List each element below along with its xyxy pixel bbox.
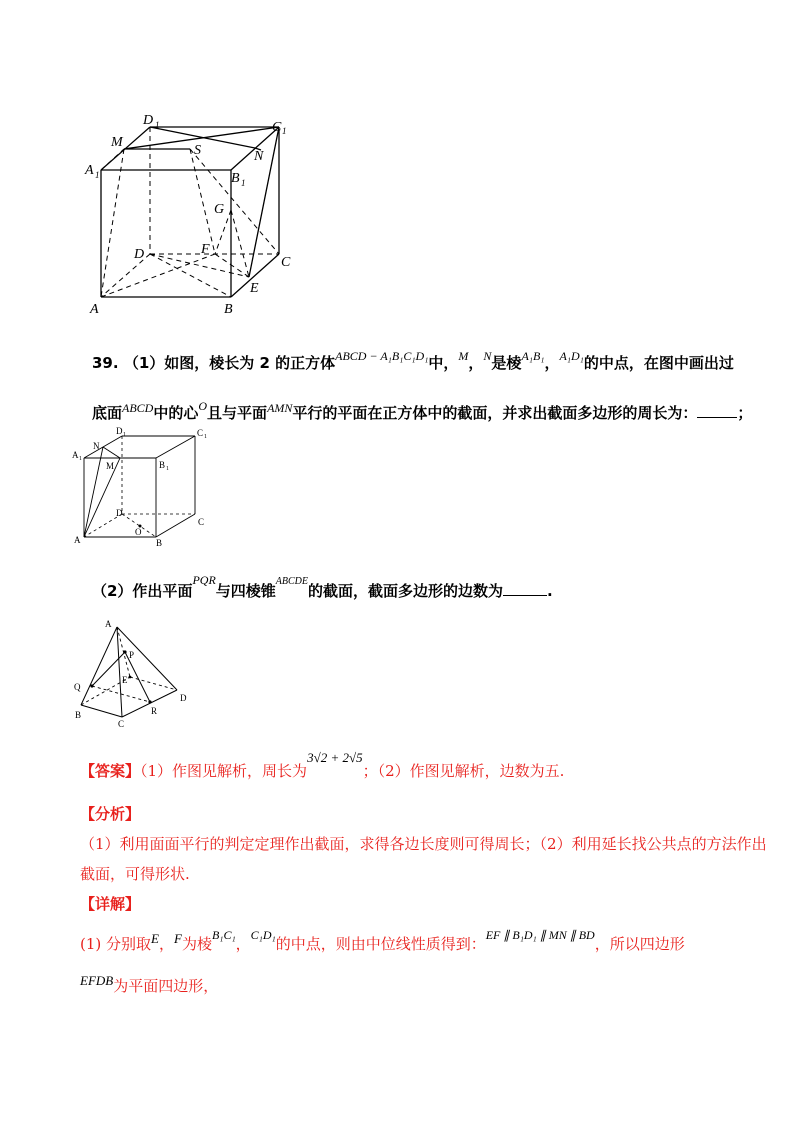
svg-text:1: 1 [166, 466, 169, 472]
answer-tag: 【答案】 [80, 762, 141, 780]
label-P: P [129, 650, 135, 660]
label-G: G [214, 202, 225, 217]
svg-text:1: 1 [79, 456, 82, 462]
svg-text:1: 1 [95, 170, 100, 180]
label-A1: A [85, 163, 94, 178]
question-number: 39. [92, 354, 119, 372]
analysis-line2: 截面，可得形状. [80, 865, 190, 883]
label-R: R [151, 706, 158, 716]
pyramid-figure [70, 615, 200, 730]
label-D: D [134, 247, 145, 262]
label-S: S [194, 143, 201, 158]
label-B: B [224, 302, 233, 317]
label-M: M [111, 135, 123, 150]
analysis-line1: （1）利用面面平行的判定定理作出截面，求得各边长度则可得周长；（2）利用延长找公共点的方法作出 [80, 835, 767, 853]
question-39-line1: 39. （1）如图，棱长为 2 的正方体$^{ABCD - A_1B_1C_1D_1}$中，$^M$，$^N$是棱$^{A_1B_1}$，$^{A_1D_1}$的中点，在图中画出过 [92, 349, 734, 372]
label-C: C [281, 255, 291, 270]
label-B1: B [231, 171, 240, 186]
svg-text:1: 1 [123, 432, 126, 438]
label-B: B [156, 538, 163, 548]
analysis-tag: 【分析】 [80, 805, 141, 823]
label-C: C [198, 517, 205, 527]
label-B: B [75, 710, 82, 720]
label-D1: D [116, 426, 123, 436]
label-M: M [106, 461, 115, 471]
svg-text:1: 1 [241, 178, 246, 188]
answer-blank-1 [697, 417, 737, 418]
detail-line2: $^{EFDB}$为平面四边形， [80, 973, 219, 995]
label-A1: A [72, 450, 79, 460]
label-A: A [74, 535, 81, 545]
label-E: E [122, 675, 128, 685]
label-Q: Q [74, 682, 81, 692]
label-N: N [254, 149, 264, 164]
svg-text:1: 1 [204, 434, 207, 440]
perimeter-formula: 3√2 + 2√5 [307, 750, 363, 765]
label-D1: D [143, 113, 154, 128]
cube-figure-1 [80, 105, 310, 320]
label-C: C [118, 719, 125, 729]
label-C1: C [272, 120, 282, 135]
label-A: A [90, 302, 99, 317]
detail-line1: (1) 分别取$^E$，$^F$为棱$^{B_1C_1}$，$^{C_1D_1}$的中点，则由中位线性质得到：$^{EF \parallel B_1D_1 \parallel MN \parallel BD}$，所以四边形 [80, 928, 685, 953]
label-C1: C [197, 428, 204, 438]
label-E: E [250, 281, 259, 296]
label-F: F [201, 242, 210, 257]
svg-text:1: 1 [282, 126, 287, 136]
label-B1: B [159, 460, 166, 470]
label-D: D [180, 693, 187, 703]
question-39-line2: 底面$^{ABCD}$中的心$^O$且与平面$^{AMN}$平行的平面在正方体中的截面，并求出截面多边形的周长为： ； [92, 399, 753, 422]
answer-section: 【答案】（1）作图见解析，周长为$^{3√2 + 2√5}$；（2）作图见解析，边数为五. [80, 750, 565, 780]
question-39-part2: （2）作出平面$^{PQR}$与四棱锥$^{ABCDE}$的截面，截面多边形的边数为 . [92, 573, 553, 600]
label-O: O [135, 527, 142, 537]
label-N: N [93, 441, 100, 451]
answer-blank-2 [503, 595, 547, 596]
label-D: D [116, 508, 123, 518]
detail-tag: 【详解】 [80, 895, 141, 913]
cube-figure-2 [70, 425, 230, 550]
label-A: A [105, 619, 112, 629]
svg-text:1: 1 [155, 120, 160, 130]
